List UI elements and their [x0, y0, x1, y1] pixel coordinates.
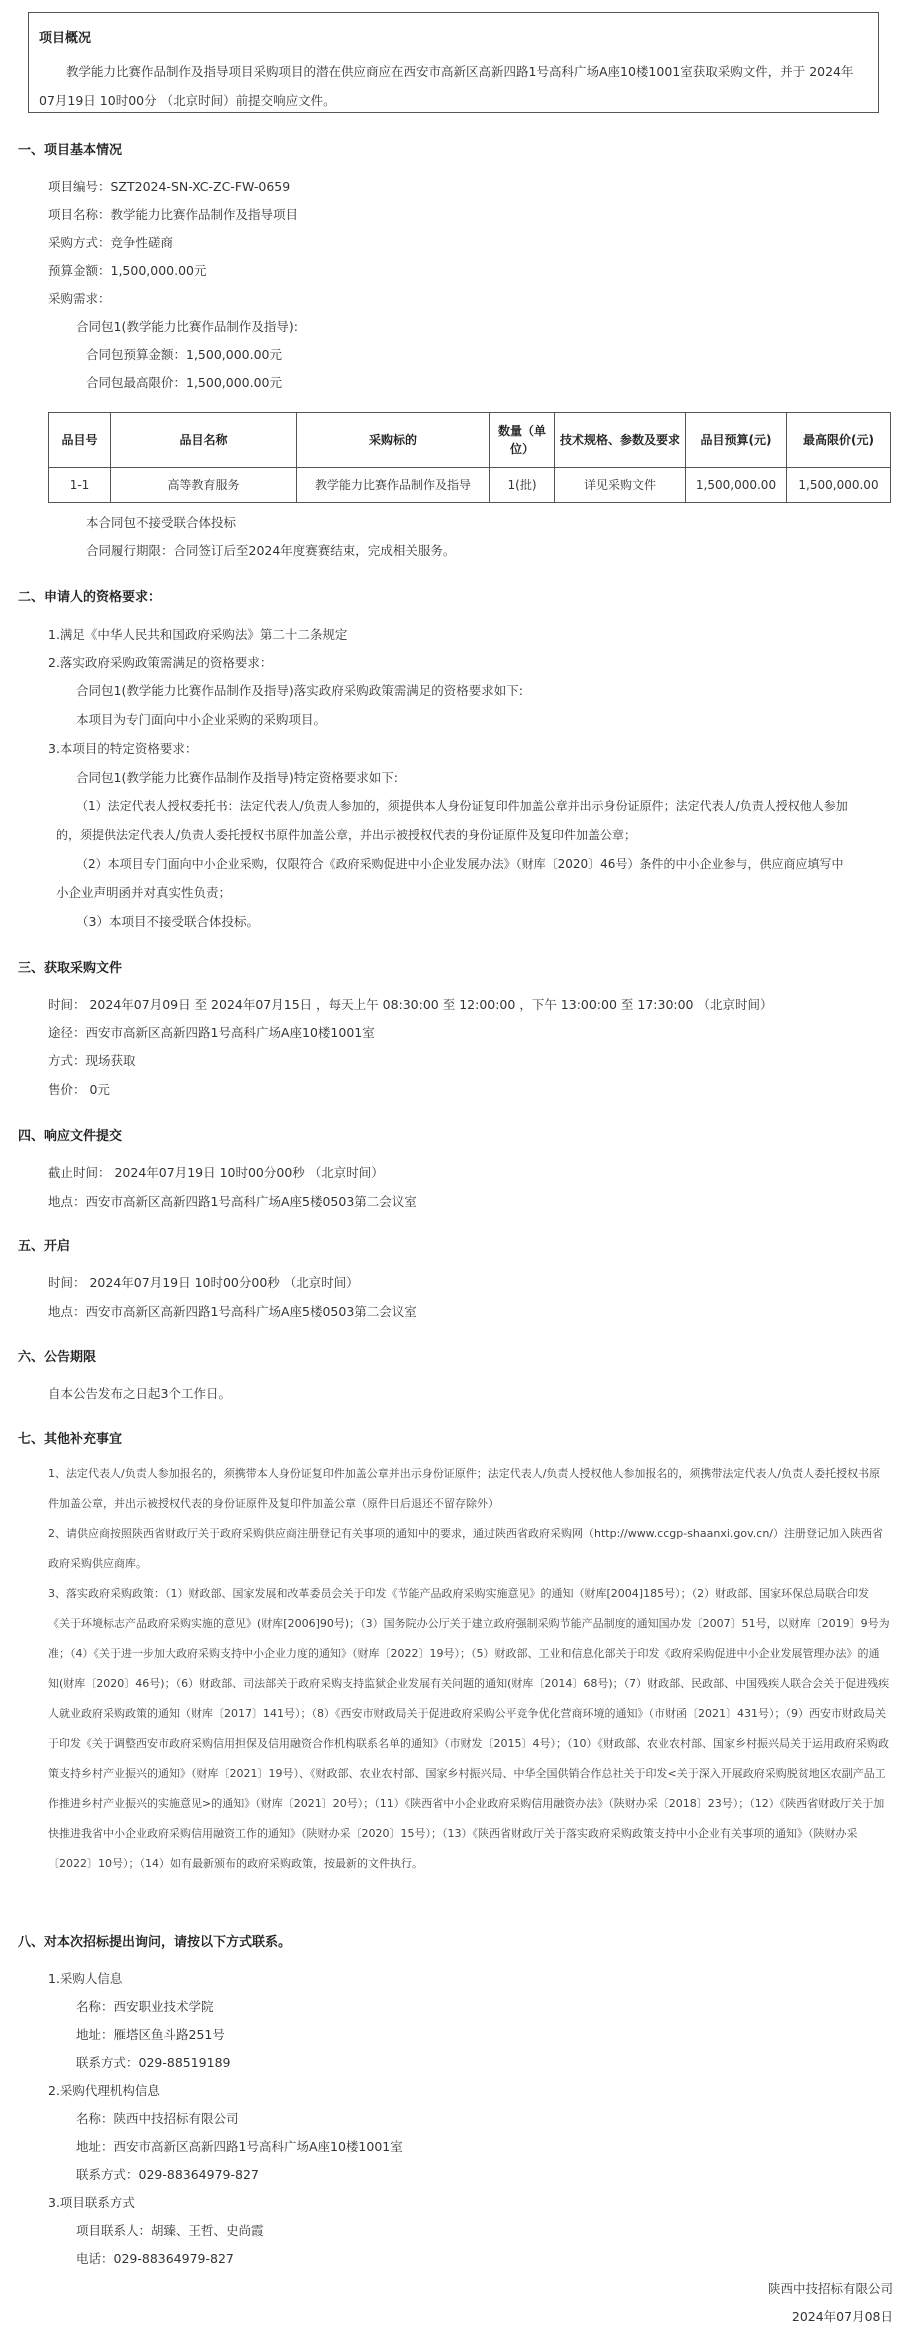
qualification-line: 1.满足《中华人民共和国政府采购法》第二十二条规定 [48, 627, 348, 642]
notice-period: 自本公告发布之日起3个工作日。 [48, 1386, 231, 1401]
no-consortium-note: 本合同包不接受联合体投标 [86, 515, 237, 530]
table-cell: 高等教育服务 [111, 468, 297, 503]
table-cell: 1,500,000.00 [686, 468, 787, 503]
contact-heading: 3.项目联系方式 [48, 2195, 135, 2210]
supplement-2: 2、请供应商按照陕西省财政厅关于政府采购供应商注册登记有关事项的通知中的要求，通过陕西省政府采购网（http://www.ccgp-shaanxi.gov.cn/）注册登记加入陕西省政府采购供应商库。 [48, 1527, 884, 1570]
section-4-title: 四、响应文件提交 [18, 1129, 123, 1144]
agency-phone: 联系方式：029-88364979-827 [76, 2167, 259, 2182]
procurement-demand: 采购需求： [48, 291, 111, 306]
table-header-cell: 数量（单位） [490, 413, 555, 468]
submission-deadline: 截止时间： 2024年07月19日 10时00分00秒 （北京时间） [48, 1165, 384, 1180]
qualification-line: （3）本项目不接受联合体投标。 [76, 914, 259, 929]
qualification-line: （2）本项目专门面向中小企业采购，仅限符合《政府采购促进中小企业发展办法》（财库〔2020〕46号）条件的中小企业参与，供应商应填写中 [76, 857, 844, 871]
project-name: 项目名称：教学能力比赛作品制作及指导项目 [48, 207, 299, 222]
obtain-mode: 方式：现场获取 [48, 1053, 136, 1068]
qualification-line: 合同包1(教学能力比赛作品制作及指导)落实政府采购政策需满足的资格要求如下: [76, 683, 523, 698]
contact-heading: 1.采购人信息 [48, 1971, 123, 1986]
qualification-line: 2.落实政府采购政策需满足的资格要求： [48, 655, 273, 670]
procurement-method: 采购方式：竞争性磋商 [48, 235, 174, 250]
supplement-3: 3、落实政府采购政策：（1）财政部、国家发展和改革委员会关于印发《节能产品政府采购实施意见》的通知（财库[2004]185号）；（2）财政部、国家环保总局联合印发《关于环境标志产品政府采购实施的意见》(财库[2006]90号)；（3）国务院办公厅关于建立政府强制采购节能产品制度的通知国办发〔2007〕51号，以财库〔2019〕9号为准；（4）《关于进一步加大政府采购支持中小企业力度的通知》（财库〔2022〕19号）；（5）财政部、工业和信息化部关于印发《政府采购促进中小企业发展管理办法》的通知(财库〔2020〕46号)；（6）财政部、司法部关于政府采购支持监狱企业发展有关问题的通知(财库〔2014〕68号)；（7）财政部、民政部、中国残疾人联合会关于促进残疾人就业政府采购政策的通知（财库〔2017〕141号）；（8）《西安市财政局关于促进政府采购公平竞争优化营商环境的通知》（市财函〔2021〕431号）；（9）西安市财政局关于印发《关于调整西安市政府采购信用担保及信用融资合作机构联系名单的通知》（市财发〔2015〕4号）；（10）《财政部、农业农村部、国家乡村振兴局关于运用政府采购政策支持乡村产业振兴的通知》（财库〔2021〕19号）、《财政部、农业农村部、国家乡村振兴局、中华全国供销合作总社关于印发<关于深入开展政府采购脱贫地区农副产品工作推进乡村产业振兴的实施意见>的通知》（财库〔2021〕20号）；（11）《陕西省中小企业政府采购信用融资办法》（陕财办采〔2018〕23号）；（12）《陕西省财政厅关于加快推进我省中小企业政府采购信用融资工作的通知》（陕财办采〔2020〕15号）；（13）《陕西省财政厅关于落实政府采购政策支持中小企业有关事项的通知》（陕财办采〔2022〕10号）；（14）如有最新颁布的政府采购政策，按最新的文件执行。 [48, 1587, 890, 1870]
qualification-line: 的，须提供法定代表人/负责人委托授权书原件加盖公章，并出示被授权代表的身份证原件及复印件加盖公章； [56, 828, 637, 842]
table-header-cell: 品目号 [49, 413, 111, 468]
section-5-title: 五、开启 [18, 1239, 71, 1254]
qualification-line: （1）法定代表人授权委托书：法定代表人/负责人参加的，须提供本人身份证复印件加盖公章并出示身份证原件；法定代表人/负责人授权他人参加 [76, 799, 848, 813]
opening-time: 时间： 2024年07月19日 10时00分00秒 （北京时间） [48, 1275, 359, 1290]
qualification-line: 合同包1(教学能力比赛作品制作及指导)特定资格要求如下: [76, 770, 398, 785]
footer-date: 2024年07月08日 [791, 2309, 893, 2324]
project-number: 项目编号：SZT2024-SN-XC-ZC-FW-0659 [48, 179, 291, 194]
table-cell: 1,500,000.00 [787, 468, 891, 503]
table-header-cell: 品目预算(元) [686, 413, 787, 468]
budget-amount: 预算金额：1,500,000.00元 [48, 263, 207, 278]
purchaser-address: 地址：雁塔区鱼斗路251号 [76, 2027, 225, 2042]
qualification-line: 小企业声明函并对真实性负责； [56, 885, 232, 900]
overview-box [28, 12, 879, 113]
qualification-line: 本项目为专门面向中小企业采购的采购项目。 [76, 712, 327, 727]
obtain-price: 售价： 0元 [48, 1082, 110, 1097]
obtain-time: 时间： 2024年07月09日 至 2024年07月15日 ，每天上午 08:30:00 至 12:00:00 ，下午 13:00:00 至 17:30:00 （北京时间） [48, 997, 773, 1012]
qualification-line: 3.本项目的特定资格要求： [48, 741, 198, 756]
agency-address: 地址：西安市高新区高新四路1号高科广场A座10楼1001室 [76, 2139, 403, 2154]
table-header-cell: 最高限价(元) [787, 413, 891, 468]
section-8-title: 八、对本次招标提出询问，请按以下方式联系。 [18, 1935, 292, 1950]
purchaser-name: 名称：西安职业技术学院 [76, 1999, 214, 2014]
contract-term: 合同履行期限：合同签订后至2024年度赛赛结束，完成相关服务。 [86, 543, 456, 558]
table-cell: 详见采购文件 [555, 468, 686, 503]
obtain-way: 途径：西安市高新区高新四路1号高科广场A座10楼1001室 [48, 1025, 375, 1040]
section-3-title: 三、获取采购文件 [18, 961, 123, 976]
lot-title: 合同包1(教学能力比赛作品制作及指导): [76, 319, 298, 334]
supplement-1: 1、法定代表人/负责人参加报名的，须携带本人身份证复印件加盖公章并出示身份证原件；法定代表人/负责人授权他人参加报名的，须携带法定代表人/负责人委托授权书原件加盖公章，并出示被授权代表的身份证原件及复印件加盖公章（原件日后退还不留存除外） [48, 1467, 881, 1510]
section-6-title: 六、公告期限 [18, 1350, 97, 1365]
table-header-cell: 品目名称 [111, 413, 297, 468]
section-2-title: 二、申请人的资格要求： [18, 590, 162, 605]
agency-name: 名称：陕西中技招标有限公司 [76, 2111, 239, 2126]
table-header-cell: 技术规格、参数及要求 [555, 413, 686, 468]
project-phone: 电话：029-88364979-827 [76, 2251, 234, 2266]
table-row [49, 468, 891, 503]
table-header-row [49, 413, 891, 468]
project-contacts: 项目联系人：胡臻、王哲、史尚霞 [76, 2223, 264, 2238]
lot-budget: 合同包预算金额：1,500,000.00元 [86, 347, 282, 362]
lot-max-price: 合同包最高限价：1,500,000.00元 [86, 375, 282, 390]
overview-text: 教学能力比赛作品制作及指导项目采购项目的潜在供应商应在西安市高新区高新四路1号高科广场A座10楼1001室获取采购文件，并于 2024年07月19日 10时00分 （北京时间）前提交响应文件。 [39, 64, 854, 108]
table-cell: 1-1 [49, 468, 111, 503]
items-table [48, 412, 891, 503]
footer-company: 陕西中技招标有限公司 [767, 2281, 893, 2296]
purchaser-phone: 联系方式：029-88519189 [76, 2055, 231, 2070]
submission-place: 地点：西安市高新区高新四路1号高科广场A座5楼0503第二会议室 [48, 1194, 417, 1209]
overview-title: 项目概况 [39, 31, 92, 46]
section-1-title: 一、项目基本情况 [18, 143, 123, 158]
table-cell: 1(批) [490, 468, 555, 503]
opening-place: 地点：西安市高新区高新四路1号高科广场A座5楼0503第二会议室 [48, 1304, 417, 1319]
table-header-cell: 采购标的 [297, 413, 490, 468]
section-7-title: 七、其他补充事宜 [18, 1432, 123, 1447]
table-cell: 教学能力比赛作品制作及指导 [297, 468, 490, 503]
contact-heading: 2.采购代理机构信息 [48, 2083, 160, 2098]
